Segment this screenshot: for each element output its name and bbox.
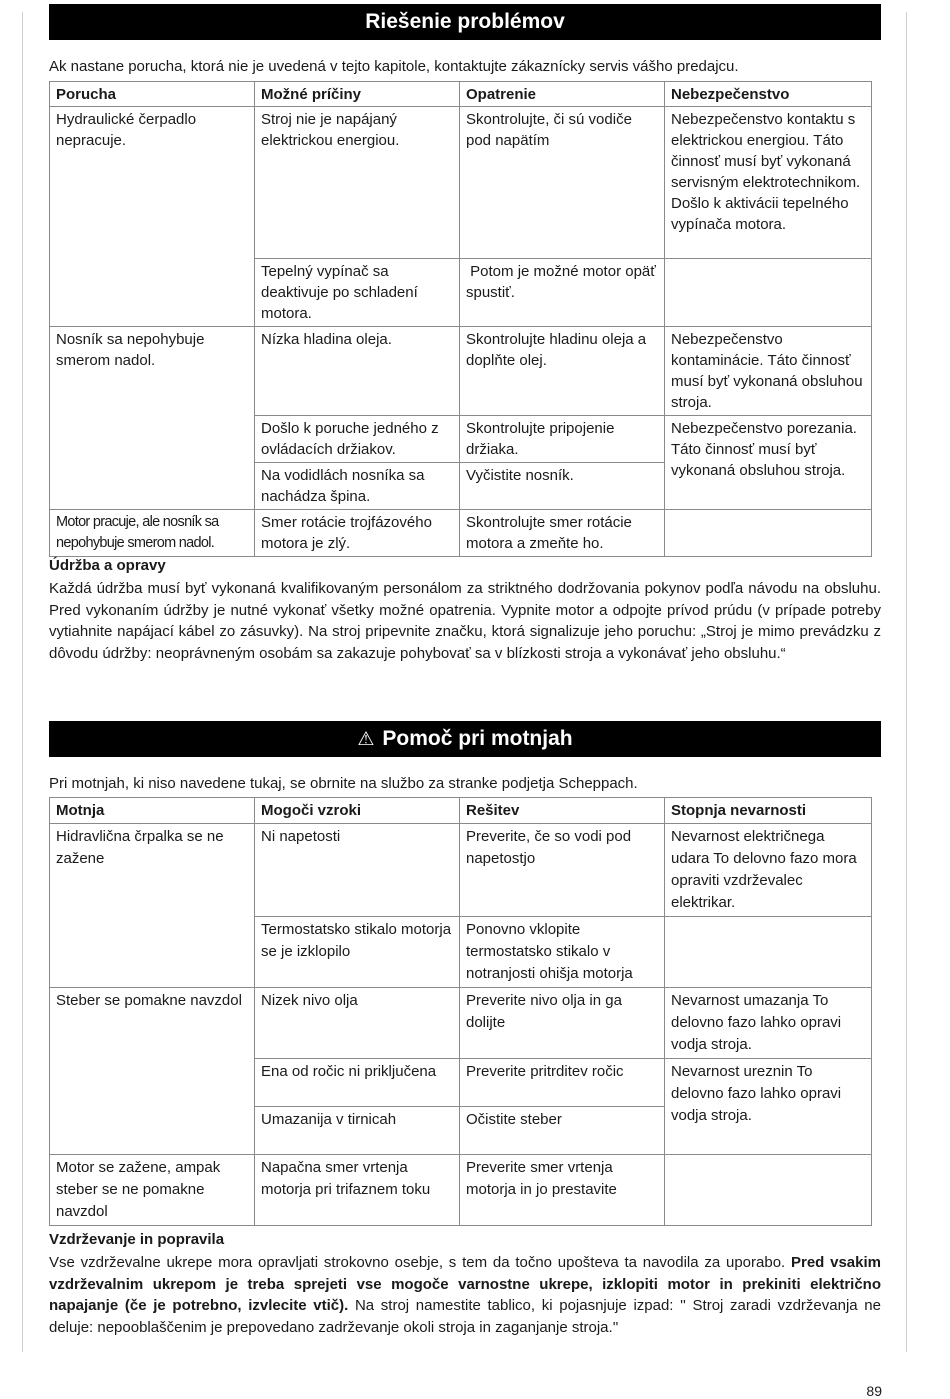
cause-cell: Došlo k poruche jedného z ovládacích držiakov.: [255, 416, 460, 463]
danger-cell: Nebezpečenstvo porezania. Táto činnosť musí byť vykonaná obsluhou stroja.: [665, 416, 872, 510]
action-cell: Ponovno vklopite termostatsko stikalo v notranjosti ohišja motorja: [460, 917, 665, 988]
fault-cell: Motor se zažene, ampak steber se ne pomakne navzdol: [50, 1155, 255, 1226]
danger-cell: Nevarnost električnega udara To delovno fazo mora opraviti vzdrževalec elektrikar.: [665, 824, 872, 917]
cause-cell: Nízka hladina oleja.: [255, 327, 460, 416]
column-header: Nebezpečenstvo: [665, 82, 872, 107]
table-row: [50, 510, 872, 557]
troubleshooting-table-sl: [49, 797, 872, 1226]
intro-text-sl: Pri motnjah, ki niso navedene tukaj, se obrnite na službo za stranke podjetja Scheppach.: [49, 775, 638, 792]
table-row: [50, 988, 872, 1059]
cause-cell: Umazanija v tirnicah: [255, 1107, 460, 1155]
danger-cell: [665, 510, 872, 557]
action-cell: Preverite nivo olja in ga dolijte: [460, 988, 665, 1059]
action-cell: Preverite smer vrtenja motorja in jo prestavite: [460, 1155, 665, 1226]
maintenance-text-sl-part: Vse vzdrževalne ukrepe mora opravljati strokovno osebje, s tem da točno upošteva ta navodila za uporabo.: [49, 1254, 791, 1271]
fault-cell: Hidravlična črpalka se ne zažene: [50, 824, 255, 988]
table-header-row: [50, 82, 872, 107]
fault-cell: Steber se pomakne navzdol: [50, 988, 255, 1155]
action-cell: Potom je možné motor opäť spustiť.: [460, 259, 665, 327]
troubleshooting-table-sk: [49, 81, 872, 557]
maintenance-text-sl-part: Na stroj namestite tablico, ki pojasnjuje izpad: '' Stroj zaradi vzdrževanja ne deluje: nepooblaščenim je prepovedano zadrževanje okoli stroja in zaganjanje stroja.'': [49, 1297, 881, 1336]
fault-cell: Hydraulické čerpadlo nepracuje.: [50, 107, 255, 327]
page-margin-line-right: [906, 12, 907, 1352]
cause-cell: Na vodidlách nosníka sa nachádza špina.: [255, 463, 460, 510]
section-title-sl: [49, 721, 881, 757]
danger-cell: [665, 1155, 872, 1226]
action-cell: Skontrolujte hladinu oleja a doplňte olej.: [460, 327, 665, 416]
cause-cell: Tepelný vypínač sa deaktivuje po schladení motora.: [255, 259, 460, 327]
maintenance-text-sk: Každá údržba musí byť vykonaná kvalifikovaným personálom za striktného dodržovania pokynov podľa návodu na obsluhu. Pred vykonaním údržby je nutné vykonať všetky možné opatrenia. Vypnite motor a odpojte prívod prúdu (v prípade potreby vytiahnite napájací kábel zo zásuvky). Na stroj pripevnite značku, ktorá signalizuje jeho poruchu: „Stroj je mimo prevádzku z dôvodu údržby: neoprávneným osobám sa zakazuje pohybovať sa v blízkosti stroja a vykonávať jeho obsluhu.“: [49, 580, 881, 662]
maintenance-text-sl-bold: Pred vsakim vzdrževalnim ukrepom je treba sprejeti vse mogoče varnostne ukrepe, izklopiti motor in prekiniti električno napajanje (če je potrebno, izvlecite vtič).: [49, 1254, 881, 1314]
cause-cell: Ni napetosti: [255, 824, 460, 917]
action-cell: Preverite, če so vodi pod napetostjo: [460, 824, 665, 917]
cause-cell: Termostatsko stikalo motorja se je izklopilo: [255, 917, 460, 988]
fault-cell: Nosník sa nepohybuje smerom nadol.: [50, 327, 255, 510]
danger-cell: Nevarnost ureznin To delovno fazo lahko opravi vodja stroja.: [665, 1059, 872, 1155]
maintenance-heading-sl: Vzdrževanje in popravila: [49, 1231, 225, 1248]
cause-cell: Ena od ročic ni priključena: [255, 1059, 460, 1107]
intro-text-sk: Ak nastane porucha, ktorá nie je uvedená v tejto kapitole, kontaktujte zákaznícky servis vášho predajcu.: [49, 58, 739, 75]
maintenance-heading-sk: Údržba a opravy: [49, 557, 166, 574]
column-header: Možné príčiny: [255, 82, 460, 107]
page-number: 89: [866, 1383, 882, 1399]
column-header: Opatrenie: [460, 82, 665, 107]
table-row: [50, 824, 872, 917]
action-cell: Skontrolujte smer rotácie motora a zmeňte ho.: [460, 510, 665, 557]
danger-cell: Nebezpečenstvo kontaktu s elektrickou energiou. Táto činnosť musí byť vykonaná servisným elektrotechnikom. Došlo k aktivácii tepelného vypínača motora.: [665, 107, 872, 259]
action-cell: Vyčistite nosník.: [460, 463, 665, 510]
cause-cell: Stroj nie je napájaný elektrickou energiou.: [255, 107, 460, 259]
action-cell: Skontrolujte, či sú vodiče pod napätím: [460, 107, 665, 259]
fault-cell: Motor pracuje, ale nosník sa nepohybuje smerom nadol.: [50, 510, 255, 557]
column-header: Mogoči vzroki: [255, 798, 460, 824]
table-row: [50, 107, 872, 259]
cause-cell: Napačna smer vrtenja motorja pri trifaznem toku: [255, 1155, 460, 1226]
table-row: [50, 327, 872, 416]
cause-cell: Nizek nivo olja: [255, 988, 460, 1059]
column-header: Porucha: [50, 82, 255, 107]
page-margin-line-left: [22, 12, 23, 1352]
warning-triangle-icon: ⚠: [357, 728, 375, 750]
cause-cell: Smer rotácie trojfázového motora je zlý.: [255, 510, 460, 557]
section-title-sl-text: Pomoč pri motnjah: [382, 727, 573, 750]
table-header-row: [50, 798, 872, 824]
action-cell: Očistite steber: [460, 1107, 665, 1155]
danger-cell: Nevarnost umazanja To delovno fazo lahko opravi vodja stroja.: [665, 988, 872, 1059]
table-row: [50, 1155, 872, 1226]
action-cell: Preverite pritrditev ročic: [460, 1059, 665, 1107]
action-cell: Skontrolujte pripojenie držiaka.: [460, 416, 665, 463]
maintenance-text-sl: [49, 1252, 881, 1338]
column-header: Stopnja nevarnosti: [665, 798, 872, 824]
danger-cell: [665, 259, 872, 327]
danger-cell: [665, 917, 872, 988]
section-title-sk: [49, 4, 881, 40]
section-title-sk-text: Riešenie problémov: [365, 10, 565, 33]
column-header: Rešitev: [460, 798, 665, 824]
column-header: Motnja: [50, 798, 255, 824]
danger-cell: Nebezpečenstvo kontaminácie. Táto činnosť musí byť vykonaná obsluhou stroja.: [665, 327, 872, 416]
